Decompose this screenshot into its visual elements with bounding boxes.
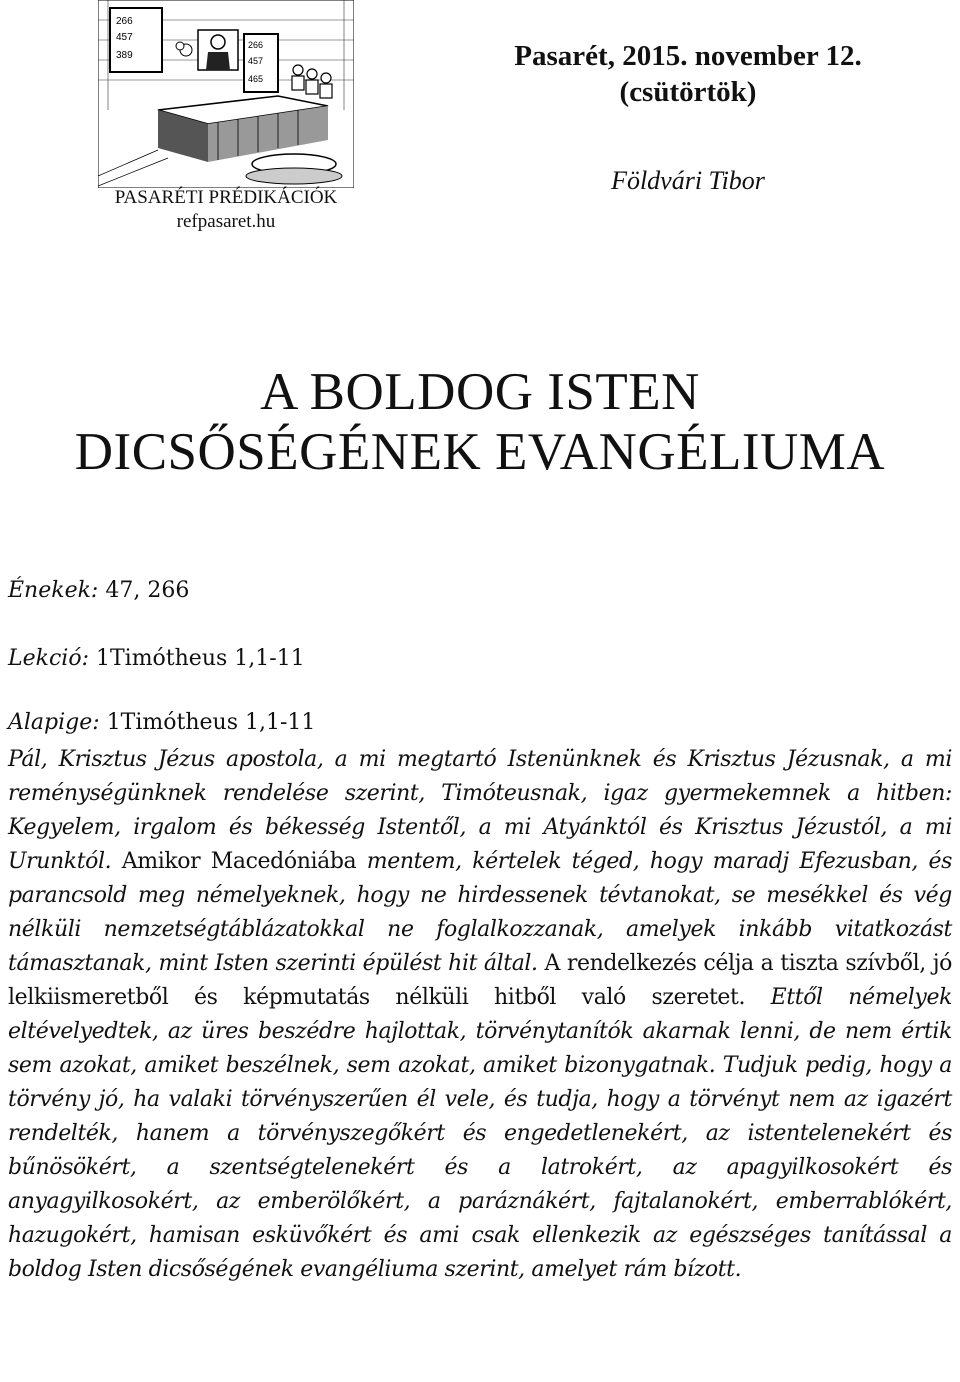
hymn-board-right-2: 457 bbox=[248, 56, 264, 66]
title-line-2: DICSŐSÉGÉNEK EVANGÉLIUMA bbox=[74, 423, 886, 481]
text-value: 1Timótheus 1,1-11 bbox=[106, 710, 316, 735]
hymn-board-left-2: 457 bbox=[116, 32, 133, 43]
scripture-part-5: Ettől némelyek eltévelyedtek, az üres beszédre hajlottak, törvénytanítók akarnak lenni, de nem értik sem azokat, amiket beszélnek, sem azokat, amiket bizonygatnak. bbox=[8, 985, 952, 1078]
songs-value: 47, 266 bbox=[105, 578, 190, 603]
logo-caption-title: PASARÉTI PRÉDIKÁCIÓK bbox=[114, 187, 338, 208]
sermon-title bbox=[0, 362, 960, 482]
scripture-part-6: Tudjuk pedig, hogy a törvény jó, ha valaki törvényszerűen él vele, és tudja, hogy a törvényt nem az igazért rendelték, hanem a törvényszegőkért és engedetlenekért, az istentelenekért és bűnösökért, a szentségtelenekért és a latrokért, az apagyilkosokért és anyagyilkosokért, az emberölőkért, a paráznákért, fajtalanokért, emberrablókért, hazugokért, hamisan esküvőkért és ami csak ellenkezik az egészséges tanítással a boldog Isten dicsőségének evangéliuma szerint, amelyet rám bízott. bbox=[8, 1053, 952, 1282]
lection-line bbox=[8, 646, 305, 671]
hymn-board-right-3: 465 bbox=[248, 74, 264, 84]
logo-caption-url[interactable]: refpasaret.hu bbox=[176, 211, 276, 232]
scripture-passage bbox=[8, 743, 952, 1287]
church-interior-illustration bbox=[98, 0, 354, 188]
sermon-date bbox=[500, 38, 876, 110]
sermon-header bbox=[500, 38, 876, 196]
logo-caption bbox=[88, 186, 364, 234]
lection-label: Lekció: bbox=[8, 646, 89, 671]
text-label: Alapige: bbox=[8, 710, 100, 735]
scripture-part-3: mentem, kértelek téged, hogy maradj Efezusban, és parancsold meg némelyeknek, hogy ne hirdessenek tévtanokat, se mesékkel és vég nélküli nemzetségtáblázatokkal ne foglalkozzanak, amelyek inkább vitatkozást támasztanak, mint Isten szerinti épülést hit által. bbox=[8, 849, 952, 976]
text-line bbox=[8, 710, 315, 735]
logo-block bbox=[88, 0, 364, 240]
hymn-board-left-1: 266 bbox=[116, 16, 133, 27]
songs-line bbox=[8, 578, 189, 603]
hymn-board-right-1: 266 bbox=[248, 40, 264, 50]
date-line-1: Pasarét, 2015. november 12. bbox=[514, 40, 862, 72]
scripture-part-2: Amikor Macedóniába bbox=[121, 849, 357, 874]
scripture-part-1: Pál, Krisztus Jézus apostola, a mi megtartó Istenünknek és Krisztus Jézusnak, a mi reménységünknek rendelése szerint, Timóteusnak, igaz gyermekemnek a hitben: Kegyelem, irgalom és békesség Istentől, a mi Atyánktól és Krisztus Jézustól, a mi Urunktól. bbox=[8, 747, 952, 874]
date-line-2: (csütörtök) bbox=[619, 76, 757, 108]
lection-value: 1Timótheus 1,1-11 bbox=[95, 646, 305, 671]
scripture-part-4: A rendelkezés célja a tiszta szívből, jó lelkiismeretből és képmutatás nélküli hitből való szeretet. bbox=[8, 951, 953, 1010]
title-line-1: A BOLDOG ISTEN bbox=[260, 363, 700, 421]
songs-label: Énekek: bbox=[8, 578, 99, 603]
author-name: Földvári Tibor bbox=[611, 166, 765, 195]
hymn-board-left-3: 389 bbox=[116, 50, 133, 61]
